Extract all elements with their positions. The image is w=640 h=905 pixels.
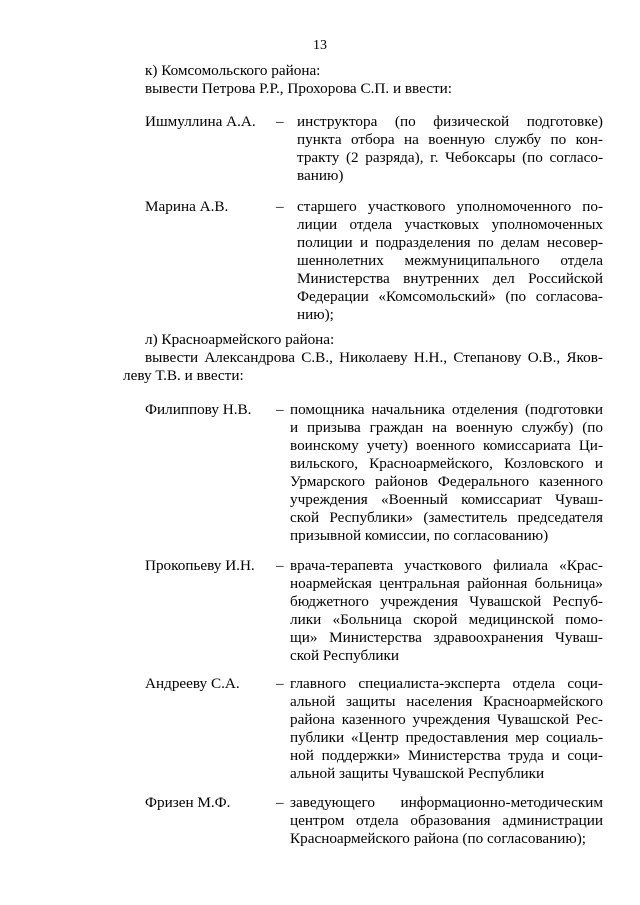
description-line: помощника начальника отделения (подготовки <box>290 401 603 418</box>
description-line: полиции и подразделения по делам несовер- <box>297 234 603 251</box>
entry-name: Филиппову Н.В. <box>145 401 252 418</box>
entry-dash: – <box>276 794 284 811</box>
description-line: заведующего информационно-методическим <box>290 794 603 811</box>
description-line: альной защиты населения Красноармейского <box>290 693 603 710</box>
description-line: ванию) <box>297 167 344 184</box>
description-line: старшего участкового уполномоченного по- <box>297 198 603 215</box>
description-line: главного специалиста-эксперта отдела соци- <box>290 675 603 692</box>
entry-dash: – <box>276 557 284 574</box>
page-number: 13 <box>313 38 327 53</box>
description-line: Министерства внутренних дел Российской <box>297 270 603 287</box>
description-line: и призыва граждан на военную службу) (по <box>290 419 603 436</box>
description-line: ской Республики» (заместитель председателя <box>290 509 603 526</box>
entry-description <box>297 198 603 324</box>
description-line: тракту (2 разряда), г. Чебоксары (по согласо- <box>297 149 603 166</box>
description-line: пункта отбора на военную службу по кон- <box>297 131 603 148</box>
entry-name: Марина А.В. <box>145 198 229 215</box>
entry-description <box>297 113 603 185</box>
description-line: нию); <box>297 306 334 323</box>
entry-description <box>290 794 603 848</box>
description-line: Урмарского районов Федерального казенного <box>290 473 603 490</box>
entry-name: Ишмуллина А.А. <box>145 113 256 130</box>
entry-dash: – <box>276 113 284 130</box>
description-line: центром отдела образования администрации <box>290 812 603 829</box>
intro-line: вывести Александрова С.В., Николаеву Н.Н., Степанову О.В., Яков- <box>145 349 603 366</box>
entry-description <box>290 675 603 783</box>
section-intro-krasnoarmeysky <box>123 349 603 385</box>
description-line: лики «Больница скорой медицинской помо- <box>290 611 603 628</box>
description-line: шеннолетних межмуниципального отдела <box>297 252 603 269</box>
description-line: альной защиты Чувашской Республики <box>290 765 545 782</box>
description-line: ской Республики <box>290 647 400 664</box>
entry-name: Фризен М.Ф. <box>145 794 231 811</box>
description-line: воинскому учету) военного комиссариата Ци- <box>290 437 603 454</box>
description-line: Красноармейского района (по согласованию); <box>290 830 587 847</box>
description-line: лиции отдела участковых уполномоченных <box>297 216 603 233</box>
description-line: инструктора (по физической подготовке) <box>297 113 603 130</box>
entry-dash: – <box>276 401 284 418</box>
entry-dash: – <box>276 198 284 215</box>
description-line: врача-терапевта участкового филиала «Крас- <box>290 557 603 574</box>
description-line: бюджетного учреждения Чувашской Респуб- <box>290 593 603 610</box>
section-heading-komsomolsky: к) Комсомольского района: <box>145 62 321 79</box>
description-line: ной поддержки» Министерства труда и соци- <box>290 747 603 764</box>
description-line: призывной комиссии, по согласованию) <box>290 527 549 544</box>
intro-line: леву Т.В. и ввести: <box>123 367 244 384</box>
description-line: района казенного учреждения Чувашской Рес- <box>290 711 603 728</box>
section-intro-komsomolsky: вывести Петрова Р.Р., Прохорова С.П. и ввести: <box>145 80 452 97</box>
entry-name: Прокопьеву И.Н. <box>145 557 255 574</box>
description-line: вильского, Красноармейского, Козловского и <box>290 455 603 472</box>
description-line: учреждения «Военный комиссариат Чуваш- <box>290 491 603 508</box>
description-line: Федерации «Комсомольский» (по согласова- <box>297 288 603 305</box>
description-line: публики «Центр предоставления мер социаль- <box>290 729 603 746</box>
description-line: щи» Министерства здравоохранения Чуваш- <box>290 629 603 646</box>
entry-description <box>290 557 603 665</box>
entry-dash: – <box>276 675 284 692</box>
description-line: ноармейская центральная районная больница» <box>290 575 603 592</box>
entry-description <box>290 401 603 545</box>
entry-name: Андрееву С.А. <box>145 675 240 692</box>
section-heading-krasnoarmeysky: л) Красноармейского района: <box>145 331 335 348</box>
